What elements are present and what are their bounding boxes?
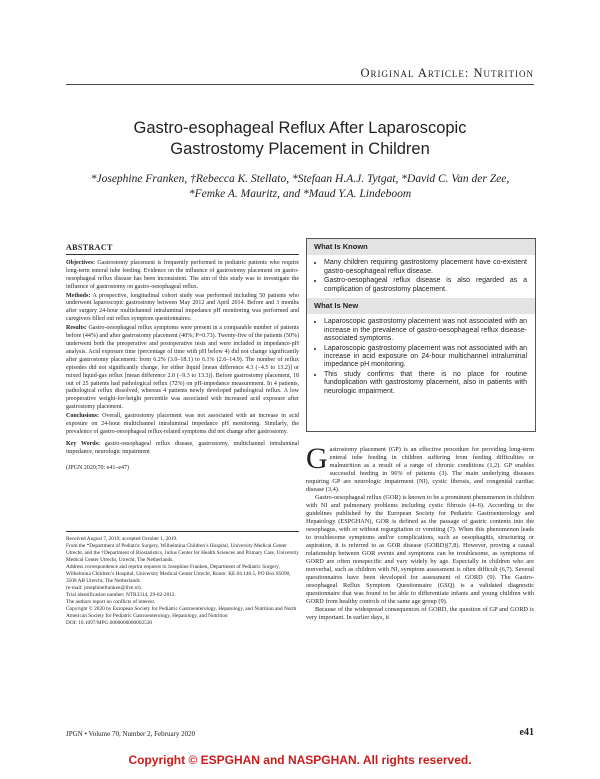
methods-text: A prospective, longitudinal cohort study was performed including 50 patients who underwent laparoscopic gastrostomy between May 2012 and April 2014. Before and 3 months after surgery 24-hour multichannel intraluminal impedance pH monitoring was performed and caregivers filled out reflux symptom questionnaires. <box>66 292 300 323</box>
article-title <box>60 118 540 160</box>
footnotes <box>66 536 299 627</box>
journal-reference: (JPGN 2020;70: e41–e47) <box>66 464 129 471</box>
footnote-conflicts: The authors report no conflicts of interest. <box>66 598 156 605</box>
new-item: • Laparoscopic gastrostomy placement was not associated with an increase in acid exposure on 24-hour multichannel intraluminal impedance pH monitoring. <box>324 345 527 370</box>
footnote-rule <box>66 531 299 532</box>
abstract-rule <box>66 254 299 255</box>
conclusions-label: Conclusions: <box>66 413 100 420</box>
keywords-label: Key Words: <box>66 440 100 447</box>
methods-label: Methods: <box>66 292 91 299</box>
known-item: • Many children requiring gastrostomy placement have co-existent gastro-oesophageal reflux disease. <box>324 259 527 276</box>
body-paragraph-3: Because of the widespread consequences of GORD, the question of GP and GORD is very important. In earlier days, it <box>306 606 534 621</box>
section-header: Original Article: Nutrition <box>360 66 534 80</box>
footnote-affiliations: From the *Department of Pediatric Surgery, Wilhelmina Children’s Hospital, University Medical Center Utrecht, and the †Department of Biostatistics, Julius Center for Health Sciences and Primary Care, University Medical Center Utrecht, Utrecht, The Netherlands. <box>66 542 299 563</box>
body-paragraph-1 <box>306 442 534 494</box>
what-is-known-list <box>324 259 527 294</box>
abstract-heading: ABSTRACT <box>66 243 113 252</box>
drop-cap: G <box>306 442 328 475</box>
abstract-conclusions <box>66 413 299 437</box>
what-is-known-heading: What Is Known <box>307 239 535 255</box>
known-item: • Gastro-oesophageal reflux disease is also regarded as a complication of gastrostomy placement. <box>324 277 527 294</box>
new-item: • This study confirms that there is no place for routine fundoplication with gastrostomy placement, also in patients with neurologic impairment. <box>324 371 527 396</box>
new-item: • Laparoscopic gastrostomy placement was not associated with an increase in the prevalence of gastro-oesophageal reflux disease-associated symptoms. <box>324 318 527 343</box>
journal-info: JPGN • Volume 70, Number 2, February 2020 <box>66 730 196 738</box>
abstract-methods <box>66 293 299 325</box>
footnote-doi: DOI: 10.1097/MPG.0000000000002530 <box>66 619 153 626</box>
abstract-column <box>66 244 299 627</box>
keywords-text: gastro-oesophageal reflux disease, gastrostomy, multichannel intraluminal impedance, neurologic impairment <box>66 440 299 455</box>
abstract-objectives <box>66 260 299 292</box>
conclusions-text: Overall, gastrostomy placement was not associated with an increase in acid exposure on 24-hour multichannel intraluminal impedance pH monitoring. Similarly, the prevalence of gastro-oesophageal reflux-related symptoms did not change after gastrostomy. <box>66 413 299 435</box>
what-is-new-heading: What Is New <box>307 298 535 314</box>
page-number: e41 <box>519 727 534 738</box>
page-footer <box>66 727 534 738</box>
results-label: Results: <box>66 325 87 332</box>
body-text-column <box>306 442 534 622</box>
what-is-new-list <box>324 318 527 396</box>
body-paragraph-1-text: astrostomy placement (GP) is an effective procedure for providing long-term enteral tube feeding in children suffering from feeding difficulties or malnutrition as a result of a range of chronic conditions (1,2). GP enables successful feeding in 96% of patients (3). The main underlying diseases requiring GP are neurologic impairment (NI), cystic fibrosis, and congenital cardiac disease (3,4). <box>306 446 534 493</box>
footnote-trial: Trial identification number: NTR3314, 29-02-2012. <box>66 591 176 598</box>
footnote-copyright: Copyright © 2020 by European Society for Pediatric Gastroenterology, Hepatology, and Nutrition and North American Society for Pediatric Gastroenterology, Hepatology, and Nutrition <box>66 605 297 619</box>
title-line-1: Gastro-esophageal Reflux After Laparoscopic <box>133 119 467 137</box>
objectives-label: Objectives: <box>66 259 95 266</box>
footnote-correspondence: Address correspondence and reprint requests to Josephine Franken, Department of Pediatric Surgery, Wilhelmina Children’s Hospital, University Medical Center Utrecht, Room: KE.04.140.5, PO Box 85090, 3508 AB Utrecht, The Netherlands <box>66 563 291 584</box>
title-line-2: Gastrostomy Placement in Children <box>170 140 430 158</box>
objectives-text: Gastrostomy placement is frequently performed in pediatric patients who require long-term enteral tube feeding. Evidence on the influence of gastrostomy placement on gastro-oesophageal reflux disease has been inconsistent. The aim of this study was to investigate the influence of gastrostomy on gastro-oesophageal reflux. <box>66 259 299 290</box>
header-rule <box>66 84 534 85</box>
results-text: Gastro-oesophageal reflux symptoms were present in a comparable number of patients before (44%) and after gastrostomy placement (40%; P=0.73). Twenty-five of the patients (50%) underwent both the preoperative and postoperative tests and were included in impedance-pH analysis. Acid exposure time (percentage of time with pH below 4) did not change significantly after gastrostomy placement: from 6.2% (3.0–18.1) to 6.1% (2.6–14.9). The number of reflux episodes did not significantly change, for either liquid [mean difference 4.3 (−4.5 to 13.2)] or mixed liquid-gas reflux [mean difference 2.0 (−9.3 to 13.3)]. Before gastrostomy placement, 18 out of 25 patients had pathological reflux (72%) on pH-impedance measurement. In 4 patients, pathological reflux dissolved, whereas 4 patients newly developed pathological reflux. A low preoperative weight-for-height percentile was associated with increased acid exposure after gastrostomy placement. <box>66 325 299 411</box>
authors-line-2: *Femke A. Mauritz, and *Maud Y.A. Lindeboom <box>188 188 412 200</box>
footnote-email: (e-mail: josephinefranken@live.nl). <box>66 584 142 591</box>
key-points-box <box>306 238 536 432</box>
copyright-banner: Copyright © ESPGHAN and NASPGHAN. All rights reserved. <box>128 753 472 767</box>
abstract-keywords <box>66 441 299 457</box>
authors-line-1: *Josephine Franken, †Rebecca K. Stellato, *Stefaan H.A.J. Tytgat, *David C. Van der Zee, <box>90 173 510 185</box>
author-list <box>60 172 540 202</box>
footnote-received: Received August 7, 2019; accepted October 1, 2019. <box>66 535 178 542</box>
body-paragraph-2: Gastro-oesophageal reflux (GOR) is known to be a prominent phenomenon in children with NI and pulmonary problems including cystic fibrosis (4–6). According to the guidelines published by the European Society for Pediatric Gastroenterology and Hepatology (ESPGHAN), GOR is defined as the passage of gastric contents into the oesophagus, with or without regurgitation or vomiting (7). When this phenomenon leads to troublesome symptoms and/or complications, such as oesophagitis, structuring or aspiration, it is referred to as GOR disease (GORD)(7,8). However, proving a causal relationship between GOR events and symptoms can be troublesome, as symptoms of GORD are often nonspecific and vary widely by age. Especially in children who are nonverbal, such as children with NI, symptom assessment is often difficult (6,7). Several questionnaires have been developed for assessment of GORD (9). The Gastro-oesophageal Reflux Symptom Questionnaire (GSQ) is a validated diagnostic questionnaire that was found to be able to differentiate infants and young children with GORD from healthy controls of the same age group (9). <box>306 494 534 605</box>
abstract-results <box>66 325 299 412</box>
